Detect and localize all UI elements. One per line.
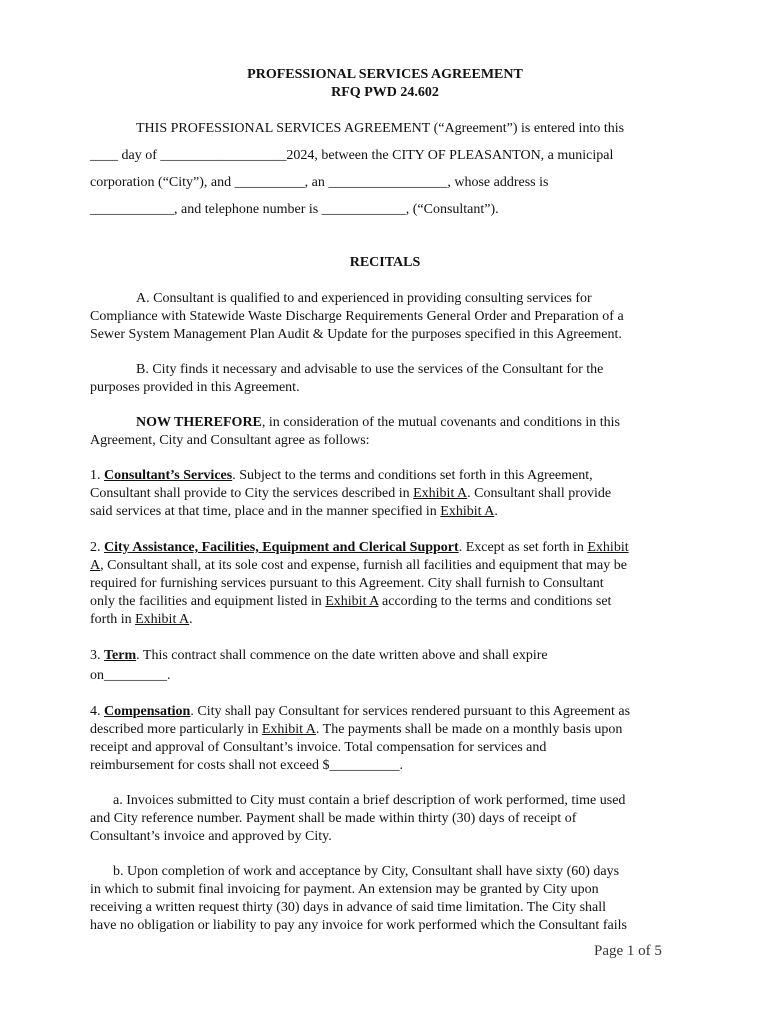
section-2-heading: City Assistance, Facilities, Equipment and Clerical Support: [104, 540, 459, 555]
recital-a-line-1: A. Consultant is qualified to and experienced in providing consulting services for: [136, 291, 592, 306]
section-2-line-5: forth in Exhibit A.: [90, 612, 193, 627]
section-4b-line-4: have no obligation or liability to pay any invoice for work performed which the Consultant fails: [90, 918, 627, 933]
exhibit-a-ref: Exhibit A: [261, 722, 316, 737]
now-therefore-bold: NOW THEREFORE: [136, 415, 262, 430]
section-4a-line-2: and City reference number. Payment shall be made within thirty (30) days of receipt of: [90, 811, 577, 826]
intro-line-4: ____________, and telephone number is ____________, (“Consultant”).: [90, 202, 499, 217]
section-4-line-3: receipt and approval of Consultant’s invoice. Total compensation for services and: [90, 740, 547, 755]
intro-line-1: THIS PROFESSIONAL SERVICES AGREEMENT (“Agreement”) is entered into this: [136, 121, 625, 136]
recital-b-line-2: purposes provided in this Agreement.: [90, 380, 300, 395]
document-title: PROFESSIONAL SERVICES AGREEMENT: [247, 67, 523, 82]
exhibit-a-ref: Exhibit A: [325, 594, 379, 609]
intro-line-2: ____ day of __________________2024, between the CITY OF PLEASANTON, a municipal: [90, 148, 614, 163]
section-4b-line-3: receiving a written request thirty (30) days in advance of said time limitation. The City shall: [90, 900, 607, 915]
section-3-heading: Term: [104, 648, 137, 663]
section-4a-line-3: Consultant’s invoice and approved by City.: [90, 829, 332, 844]
section-1-line-2: Consultant shall provide to City the services described in Exhibit A. Consultant shall provide: [90, 486, 612, 501]
section-4b-line-2: in which to submit final invoicing for payment. An extension may be granted by City upon: [90, 882, 599, 897]
recital-a-line-3: Sewer System Management Plan Audit & Update for the purposes specified in this Agreement.: [90, 327, 622, 342]
section-3-line-2: on_________.: [90, 668, 171, 683]
recitals-heading: RECITALS: [349, 255, 421, 270]
section-4b-line-1: b. Upon completion of work and acceptance by City, Consultant shall have sixty (60) days: [113, 864, 620, 879]
exhibit-a-ref: A: [90, 558, 101, 573]
recital-b-line-1: B. City finds it necessary and advisable to use the services of the Consultant for the: [136, 362, 604, 377]
section-4-heading: Compensation: [104, 704, 191, 719]
section-1-line-3: said services at that time, place and in the manner specified in Exhibit A.: [90, 504, 498, 519]
section-1-heading: Consultant’s Services: [104, 468, 233, 483]
now-therefore-line-1: NOW THEREFORE, in consideration of the mutual covenants and conditions in this: [136, 415, 621, 430]
section-2-line-2: A, Consultant shall, at its sole cost and expense, furnish all facilities and equipment that may be: [90, 558, 627, 573]
section-2-line-4: only the facilities and equipment listed in Exhibit A according to the terms and conditions set: [90, 594, 612, 609]
section-4-line-4: reimbursement for costs shall not exceed $__________.: [90, 758, 403, 773]
section-1-line-1: 1. Consultant’s Services. Subject to the terms and conditions set forth in this Agreement,: [90, 468, 593, 483]
page-number: Page 1 of 5: [594, 943, 662, 959]
section-2-line-3: required for furnishing services pursuant to this Agreement. City shall furnish to Consultant: [90, 576, 604, 591]
intro-line-3: corporation (“City”), and __________, an _________________, whose address is: [90, 175, 549, 190]
section-4-line-1: 4. Compensation. City shall pay Consultant for services rendered pursuant to this Agreement as: [90, 704, 631, 719]
section-4-line-2: described more particularly in Exhibit A. The payments shall be made on a monthly basis upon: [90, 722, 623, 737]
section-4a-line-1: a. Invoices submitted to City must contain a brief description of work performed, time used: [113, 793, 626, 808]
recital-a-line-2: Compliance with Statewide Waste Discharge Requirements General Order and Preparation of a: [90, 309, 624, 324]
exhibit-a-ref: Exhibit A: [135, 612, 190, 627]
section-2-line-1: 2. City Assistance, Facilities, Equipment and Clerical Support. Except as set forth in Exhibit: [90, 540, 629, 555]
exhibit-a-ref: Exhibit A: [413, 486, 468, 501]
exhibit-a-ref: Exhibit A: [440, 504, 495, 519]
section-3-line-1: 3. Term. This contract shall commence on the date written above and shall expire: [90, 648, 548, 663]
exhibit-a-ref: Exhibit: [587, 540, 629, 555]
document-subtitle: RFQ PWD 24.602: [331, 85, 439, 100]
now-therefore-line-2: Agreement, City and Consultant agree as follows:: [90, 433, 370, 448]
